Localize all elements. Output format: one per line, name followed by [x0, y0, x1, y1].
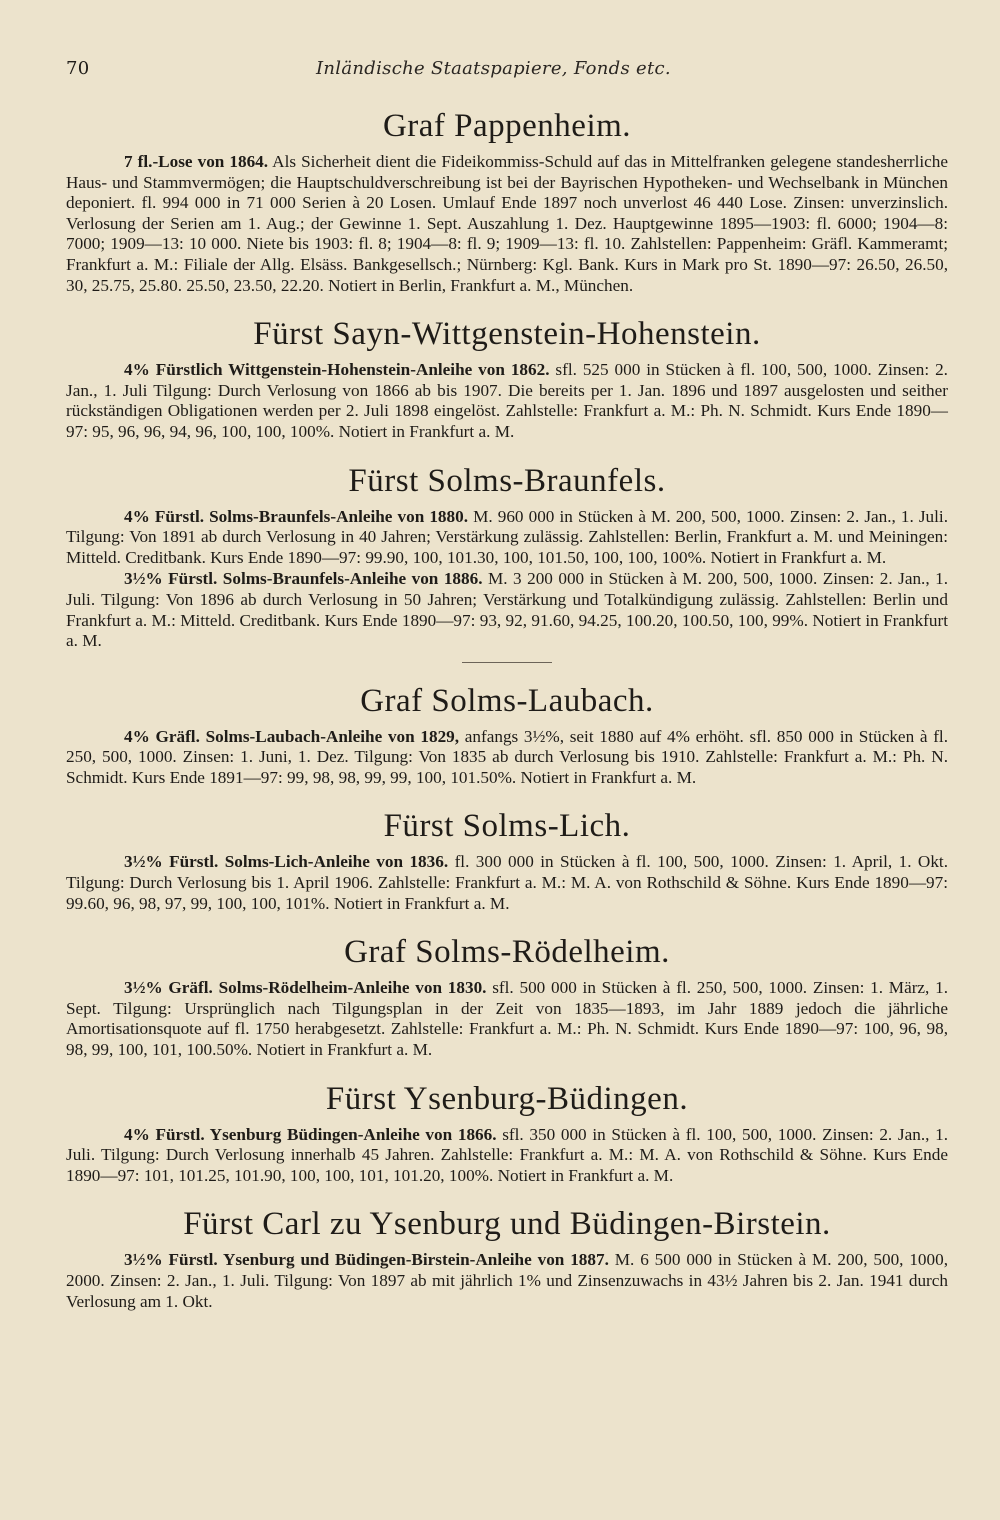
- section-fuerst-solms-lich: [66, 806, 948, 914]
- loan-entry-text: fl. 300 000 in Stücken à fl. 100, 500, 1000. Zinsen: 1. April, 1. Okt. Tilgung: Durch Verlosung bis 1. April 1906. Zahlstelle: Frankfurt a. M.: M. A. von Rothschild & Söhne. Kurs Ende 1890—97: 99.60, 96, 98, 97, 99, 100, 100, 101%. Notiert in Frankfurt a. M.: [66, 852, 948, 913]
- page-number: 70: [66, 58, 90, 79]
- loan-entry: [66, 1125, 948, 1187]
- section-divider: [462, 662, 552, 663]
- section-title: Fürst Solms-Lich.: [383, 808, 631, 845]
- loan-entry-text: M. 960 000 in Stücken à M. 200, 500, 1000. Zinsen: 2. Jan., 1. Juli. Tilgung: Von 1891 ab durch Verlosung in 40 Jahren; Verstärkung zulässig. Zahlstellen: Berlin, Frankfurt a. M. und Meiningen: Mitteld. Creditbank. Kurs Ende 1890—97: 99.90, 100, 101.30, 100, 101.50, 100, 100, 100%. Notiert in Frankfurt a. M.: [66, 506, 949, 567]
- running-title: Inländische Staatspapiere, Fonds etc.: [316, 58, 671, 79]
- loan-entry-text: Als Sicherheit dient die Fideikommiss-Schuld auf das in Mittelfranken gelegene standesherrliche Haus- und Stammvermögen; die Hauptschuldverschreibung ist bei der Bayrischen Hypotheken- und Wechselbank in München deponiert. fl. 994 000 in 71 000 Serien à 20 Losen. Umlauf Ende 1897 noch unverlost 46 440 Lose. Zinsen: unverzinslich. Verlosung der Serien am 1. Aug.; der Gewinne 1. Sept. Auszahlung 1. Dez. Hauptgewinne 1895—1903: fl. 6000; 1904—8: 7000; 1909—13: 10 000. Niete bis 1903: fl. 8; 1904—8: fl. 9; 1909—13: fl. 10. Zahlstellen: Pappenheim: Gräfl. Kammeramt; Frankfurt a. M.: Filiale der Allg. Elsäss. Bankgesellsch.; Nürnberg: Kgl. Bank. Kurs in Mark pro St. 1890—97: 26.50, 26.50, 30, 25.75, 25.80. 25.50, 23.50, 22.20. Notiert in Berlin, Frankfurt a. M., München.: [66, 152, 948, 295]
- loan-entry: [66, 978, 948, 1060]
- loan-entry-head: 4% Fürstlich Wittgenstein-Hohenstein-Anleihe von 1862.: [124, 360, 550, 380]
- loan-entry: [66, 1250, 948, 1312]
- running-header: [66, 58, 948, 88]
- section-title: Fürst Carl zu Ysenburg und Büdingen-Birstein.: [183, 1206, 831, 1243]
- loan-entry-head: 3½% Gräfl. Solms-Rödelheim-Anleihe von 1830.: [124, 978, 487, 998]
- loan-entry-text: sfl. 525 000 in Stücken à fl. 100, 500, 1000. Zinsen: 2. Jan., 1. Juli Tilgung: Durch Verlosung von 1866 ab bis 1907. Die bereits per 1. Jan. 1896 und 1897 ausgelosten und seither rückständigen Obligationen werden per 2. Juli 1898 eingelöst. Zahlstelle: Frankfurt a. M.: Ph. N. Schmidt. Kurs Ende 1890—97: 95, 96, 96, 94, 96, 100, 100, 100%. Notiert in Frankfurt a. M.: [66, 360, 948, 441]
- loan-entry-head: 3½% Fürstl. Ysenburg und Büdingen-Birstein-Anleihe von 1887.: [124, 1250, 609, 1270]
- loan-entry: [66, 569, 948, 651]
- loan-entry: [66, 507, 948, 569]
- section-title: Graf Pappenheim.: [382, 108, 632, 144]
- loan-entry-text: sfl. 500 000 in Stücken à fl. 250, 500, 1000. Zinsen: 1. März, 1. Sept. Tilgung: Ursprünglich nach Tilgungsplan in der Zeit von 1835—1893, im Jahr 1889 jedoch die jährliche Amortisationsquote auf fl. 1750 herabgesetzt. Zahlstelle: Frankfurt a. M.: Ph. N. Schmidt. Kurs Ende 1890—97: 100, 96, 98, 98, 99, 100, 101, 100.50%. Notiert in Frankfurt a. M.: [66, 978, 949, 1060]
- loan-entry: [66, 852, 948, 914]
- loan-entry-head: 4% Fürstl. Ysenburg Büdingen-Anleihe von 1866.: [124, 1124, 497, 1144]
- section-graf-solms-roedelheim: [66, 932, 948, 1060]
- loan-entry-text: M. 6 500 000 in Stücken à M. 200, 500, 1000, 2000. Zinsen: 2. Jan., 1. Juli. Tilgung: Von 1897 ab mit jährlich 1% und Zinsenzuwachs in 43½ Jahren bis 2. Jan. 1941 durch Verlosung am 1. Okt.: [66, 1250, 948, 1311]
- section-title: Fürst Ysenburg-Büdingen.: [325, 1080, 689, 1117]
- section-fuerst-ysenburg-buedingen: [66, 1079, 948, 1187]
- section-fuerst-carl-zu-ysenburg-und-buedingen-birstein: [66, 1204, 948, 1312]
- loan-entry-head: 7 fl.-Lose von 1864.: [124, 152, 269, 171]
- section-fuerst-solms-braunfels: [66, 461, 948, 663]
- loan-entry: [66, 152, 948, 296]
- loan-entry-head: 3½% Fürstl. Solms-Braunfels-Anleihe von 1886.: [124, 569, 483, 589]
- section-graf-pappenheim: [66, 106, 948, 296]
- section-title: Fürst Sayn-Wittgenstein-Hohenstein.: [253, 316, 761, 353]
- loan-entry-head: 4% Gräfl. Solms-Laubach-Anleihe von 1829,: [124, 726, 460, 746]
- loan-entry-text: anfangs 3½%, seit 1880 auf 4% erhöht. sfl. 850 000 in Stücken à fl. 250, 500, 1000. Zinsen: 1. Juni, 1. Dez. Tilgung: Von 1835 ab durch Verlosung bis 1910. Zahlstelle: Frankfurt a. M.: Ph. N. Schmidt. Kurs Ende 1891—97: 99, 98, 98, 99, 99, 100, 101.50%. Notiert in Frankfurt a. M.: [66, 726, 948, 787]
- loan-entry-text: M. 3 200 000 in Stücken à M. 200, 500, 1000. Zinsen: 2. Jan., 1. Juli. Tilgung: Von 1896 ab durch Verlosung in 50 Jahren; Verstärkung und Totalkündigung zulässig. Zahlstellen: Berlin und Frankfurt a. M.: Mitteld. Creditbank. Kurs Ende 1890—97: 93, 92, 91.60, 94.25, 100.20, 100.50, 100, 99%. Notiert in Frankfurt a. M.: [66, 569, 948, 651]
- loan-entry-head: 3½% Fürstl. Solms-Lich-Anleihe von 1836.: [124, 852, 449, 872]
- section-graf-solms-laubach: [66, 681, 948, 789]
- loan-entry: [66, 360, 948, 442]
- section-fuerst-sayn-wittgenstein-hohenstein: [66, 314, 948, 442]
- loan-entry-head: 4% Fürstl. Solms-Braunfels-Anleihe von 1880.: [124, 506, 469, 526]
- loan-entry-text: sfl. 350 000 in Stücken à fl. 100, 500, 1000. Zinsen: 2. Jan., 1. Juli. Tilgung: Durch Verlosung innerhalb 45 Jahren. Zahlstelle: Frankfurt a. M.: M. A. von Rothschild & Söhne. Kurs Ende 1890—97: 101, 101.25, 101.90, 100, 100, 101, 101.20, 100%. Notiert in Frankfurt a. M.: [66, 1124, 948, 1185]
- loan-entry: [66, 727, 948, 789]
- section-title: Graf Solms-Rödelheim.: [344, 934, 670, 971]
- section-title: Graf Solms-Laubach.: [360, 682, 654, 719]
- section-title: Fürst Solms-Braunfels.: [348, 462, 666, 499]
